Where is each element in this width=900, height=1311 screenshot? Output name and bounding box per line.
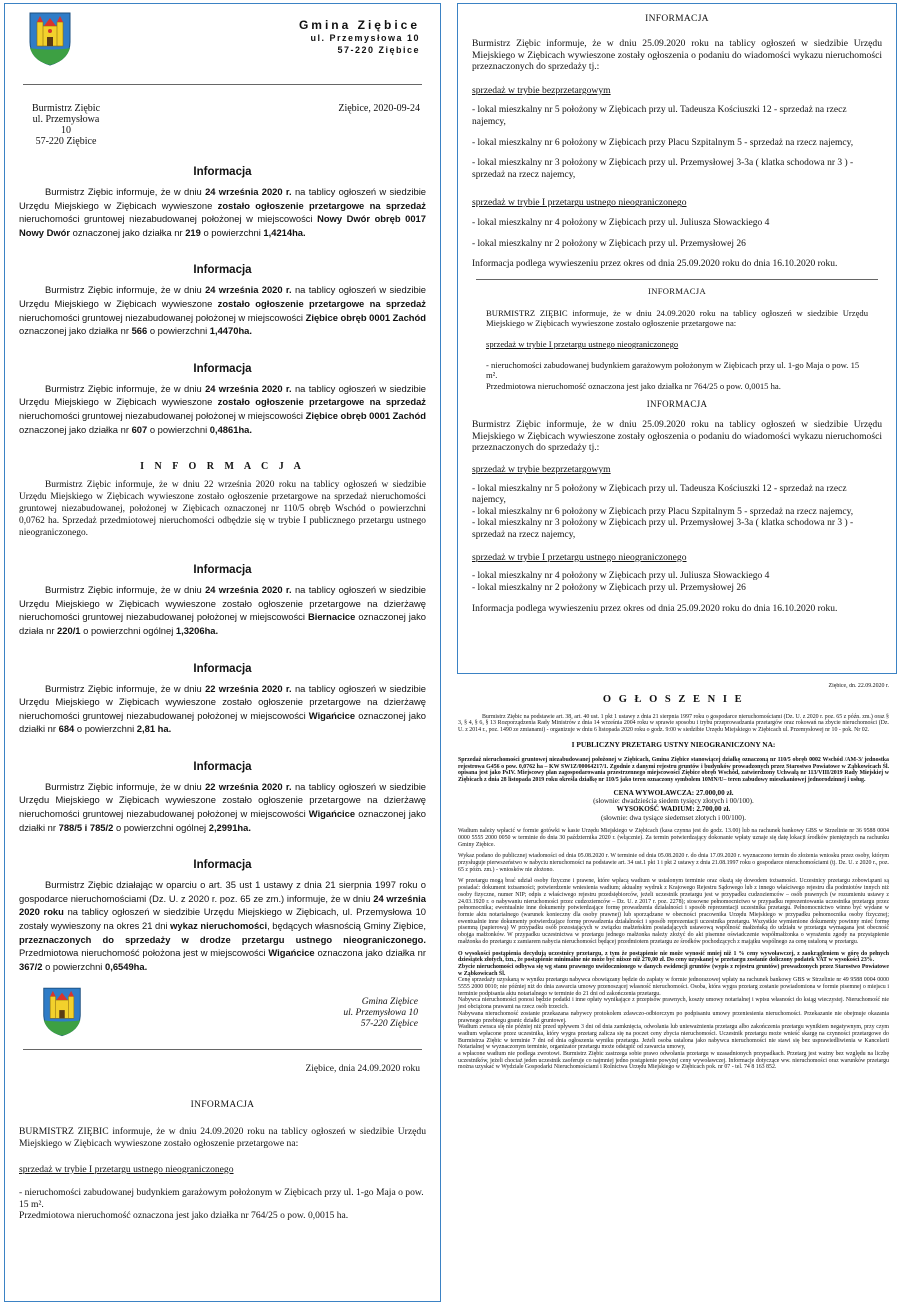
notice-bold-text: zostało ogłoszenie przetargowe na sprzedaż	[217, 199, 426, 211]
mode-heading: sprzedaż w trybie bezprzetargowym	[472, 84, 611, 96]
list-item: - lokal mieszkalny nr 5 położony w Ziębicach przy ul. Tadeusza Kościuszki 12 - sprzedaż na rzecz najemcy,	[472, 105, 847, 127]
stamp-line: ul. Przemysłowa 10	[343, 1008, 418, 1019]
notice-text: o powierzchni ogólnej	[113, 821, 209, 833]
informacja-caps-text: Burmistrz Ziębic informuje, że w dniu 22 września 2020 roku na tablicy ogłoszeń w siedzibie Urzędu Miejskiego w Ziębicach wywieszone zostało ogłoszenie przetargowe na sprzedaż nieruchomości gruntowej niezabudowanej, położonej w Ziębicach oznaczonej nr 110/5 obręb Wschód o powierzchni 0,0762 ha. Sprzedaż przedmiotowej nieruchomości odbędzie się w trybie I publicznego przetargu ustnego nieograniczonego.	[19, 480, 426, 539]
mode-heading: sprzedaż w trybie I przetargu ustnego nieograniczonego	[472, 551, 687, 563]
notice-bold-text: 1,3206ha.	[175, 624, 219, 636]
info-heading: INFORMACJA	[645, 14, 709, 24]
municipality-title: Gmina Ziębice	[298, 18, 420, 32]
info-note: Przedmiotowa nieruchomość oznaczona jest jako działka nr 764/25 o pow. 0,0015 ha.	[486, 380, 781, 391]
notice-text: o powierzchni	[42, 960, 105, 972]
notice-text: oznaczona jako działka nr	[314, 947, 426, 959]
notice-text: o powierzchni	[147, 423, 210, 435]
stamp-line: Gmina Ziębice	[361, 997, 418, 1008]
notice-bold-text: 24 września 2020 roku	[19, 892, 426, 918]
sender-address	[27, 103, 105, 147]
notice-paragraph	[19, 185, 426, 239]
notice-heading: Informacja	[193, 264, 252, 277]
period-text: Informacja podlega wywieszeniu przez okres od dnia 25.09.2020 roku do dnia 16.10.2020 roku.	[472, 604, 838, 615]
notice-bold-text: wykaz nieruchomości	[170, 920, 268, 932]
notice-text: o powierzchni	[74, 723, 137, 735]
notice-text: nieruchomości gruntowej niezabudowanej położonej w miejscowości	[19, 409, 306, 421]
sender-line: Burmistrz Ziębic	[31, 103, 101, 114]
stamp-line: 57-220 Ziębice	[360, 1019, 418, 1030]
notice-heading: Informacja	[193, 564, 252, 577]
notice-bold-text: 684	[58, 723, 75, 735]
notice-bold-text: Wigańcice	[308, 808, 356, 820]
notice-text: na tablicy ogłoszeń w siedzibie Urzędu Miejskiego w Ziębicach wywieszone	[19, 186, 427, 211]
list-item: - lokal mieszkalny nr 4 położony w Ziębicach przy ul. Juliusza Słowackiego 4	[472, 571, 770, 582]
announcement-paragraph: O wysokości postąpienia decydują uczestnicy przetargu, z tym że postąpienie nie może wynosić mniej niż 1 % ceny wywoławczej, z zaokrągleniem w górę do pełnych dziesiątek złotych, tzn., że postąpienie minimalne nie może być niższe niż 270,00 zł. Do ceny uzyskanej w przetargu zostanie doliczony podatek VAT w wysokości 23%.	[458, 950, 889, 964]
mode-heading: sprzedaż w trybie bezprzetargowym	[472, 464, 611, 476]
coat-of-arms-icon	[27, 10, 73, 66]
notice-text: o powierzchni	[200, 226, 264, 238]
notice-bold-text: 566	[131, 325, 148, 337]
coat-of-arms-icon	[41, 983, 83, 1039]
notice-paragraph	[19, 682, 426, 736]
list-item: - lokal mieszkalny nr 2 położony w Ziębicach przy ul. Przemysłowej 26	[472, 238, 746, 249]
starting-price: CENA WYWOŁAWCZA: 27.000,00 zł.	[613, 788, 734, 797]
announcement-paragraph: Nabywana nieruchomość zostanie przekazana nabywcy protokolem zdawczo-odbiorczym po podpisaniu umowy przeniesienia nieruchomości. Przekazanie nie obejmuje okazania prawnego przebiegu granic działki gruntowej.	[458, 1010, 889, 1024]
notice-paragraph	[19, 780, 426, 834]
period-text: Informacja podlega wywieszeniu przez okres od dnia 25.09.2020 roku do dnia 16.10.2020 roku.	[472, 259, 838, 270]
notice-text: Burmistrz Ziębic informuje, że w dniu	[45, 584, 206, 596]
left-column	[4, 3, 441, 1302]
announcement-paragraph: Wadium należy wpłacić w formie gotówki w kasie Urzędu Miejskiego w Ziębicach (kasa czynna jest do godz. 13.00) lub na rachunek bankowy GBS w Strzelinie nr 36 9588 0004 0000 5555 2000 0050 w terminie do dnia 30 października 2020 r. (włącznie). Za termin potwierdzający dokonanie wpłaty uznaje się datę lokacji środków pieniężnych na rachunku Gminy Ziębice.	[458, 828, 889, 848]
list-item: - lokal mieszkalny nr 2 położony w Ziębicach przy ul. Przemysłowej 26	[472, 582, 746, 593]
notice-bold-text: zostało ogłoszenie przetargowe na sprzedaż	[217, 396, 426, 408]
list-item: - lokal mieszkalny nr 4 położony w Ziębicach przy ul. Juliusza Słowackiego 4	[472, 217, 770, 228]
notice-heading: Informacja	[193, 760, 252, 773]
notice-text: na tablicy ogłoszeń w siedzibie Urzędu Miejskiego w Ziębicach wywieszone zostało ogłoszenie przetargowe na dzierżawę nieruchomości gruntowej niezabudowanej położonej w miejscowości	[19, 584, 427, 623]
info-intro: Burmistrz Ziębic informuje, że w dniu 25.09.2020 roku na tablicy ogłoszeń w siedzibie Urzędu Miejskiego w Ziębicach wywieszone zostały ogłoszenia o podaniu do wiadomości wykazu nieruchomości przeznaczonych do sprzedaży tj.:	[472, 38, 882, 73]
notice-text: oznaczonej jako działka nr	[19, 423, 132, 435]
notice-text: oznaczonej jako działka nr	[70, 226, 186, 238]
notice-bold-text: Ziębice obręb 0001 Zachód	[305, 409, 426, 421]
notice-text: Burmistrz Ziębic informuje, że w dniu	[45, 780, 206, 792]
notice-bold-text: 24 września 2020 r.	[205, 584, 292, 596]
info-note: Przedmiotowa nieruchomość oznaczona jest jako działka nr 764/25 o pow. 0,0015 ha.	[19, 1210, 349, 1222]
notice-bold-text: 219	[185, 226, 201, 238]
notice-text: Burmistrz Ziębic informuje, że w dniu	[45, 682, 206, 694]
notice-bold-text: przeznaczonych do sprzedaży w drodze przetargu ustnego nieograniczonego.	[19, 933, 426, 945]
announcement-title: O G Ł O S Z E N I E	[602, 693, 745, 705]
notice-bold-text: Wigańcice	[268, 947, 315, 959]
notice-bold-text: Wigańcice	[308, 709, 356, 721]
announcement-paragraph: Zbycie nieruchomości odbywa się wg stanu prawnego uwidocznionego w danych ewidencji gruntów (wypis z rejestru gruntów) prowadzonych przez Starostwo Powiatowe w Ząbkowicach Śl.	[458, 963, 889, 977]
notice-heading: Informacja	[193, 166, 252, 178]
mode-heading: sprzedaż w trybie I przetargu ustnego nieograniczonego	[486, 338, 679, 349]
notice-bold-text: 24 września 2020 r.	[205, 284, 292, 296]
notice-text: Burmistrz Ziębic działając w oparciu o art. 35 ust 1 ustawy z dnia 21 sierpnia 1997 roku o gospodarce nieruchomościami (Dz. U. z 2020 r. poz. 65 ze zm.) informuje, że w dniu	[19, 879, 426, 904]
notice-bold-text: 22 września 2020 r.	[205, 682, 292, 694]
sender-line: 57-220 Ziębice	[35, 136, 97, 147]
municipality-header	[299, 18, 420, 56]
list-item: - lokal mieszkalny nr 6 położony w Ziębicach przy Placu Szpitalnym 5 - sprzedaż na rzecz najemcy,	[472, 137, 854, 148]
notice-text: na tablicy ogłoszeń w siedzibie Urzędu Miejskiego w Ziębicach wywieszone zostało ogłoszenie przetargowe na dzierżawę nieruchomości gruntowej niezabudowanej położonej w miejscowości	[19, 682, 427, 721]
notice-text: oznaczonej jako działka nr	[19, 325, 132, 337]
notice-bold-text: 24 września 2020 r.	[205, 382, 292, 394]
notice-bold-text: 367/2	[19, 960, 43, 972]
notice-text: Burmistrz Ziębic informuje, że w dniu	[45, 382, 206, 394]
list-item: - lokal mieszkalny nr 6 położony w Ziębicach przy Placu Szpitalnym 5 - sprzedaż na rzecz najemcy,	[472, 506, 854, 517]
sender-row	[19, 103, 426, 147]
announcement-paragraph: W przetargu mogą brać udział osoby fizyczne i prawne, które wpłacą wadium w ustalonym terminie oraz okażą się dowodem tożsamości. Uczestnicy przetargu zobowiązani są posiadać: dokument tożsamości; potwierdzenie wniesienia wadium; aktualny wydruk z Krajowego Rejestru Sądowego lub z innego właściwego rejestru dla podmiotów innych niż osoby fizyczne, numer NIP; odpis z właściwego rejestru przedsiębiorców, jeżeli uczestnik przetargu jest w przypadku cudzoziemców – osób prawnych (w rozumieniu ustawy z 24.03.1920 r. o nabywaniu nieruchomości przez cudzoziemców – Dz. U. z 2017 r. poz. 2278); stosowne pełnomocnictwo w przypadku reprezentowania uczestnika przetargu przez pełnomocnika; ewentualnie inne dokumenty potwierdzające formę prowadzenia działalności i sposób reprezentacji uczestnika przetargu. Pełnomocnictwo winno być wydane w formie aktu notarialnego (warunek konieczny dla osoby prawnej) lub sporządzane w obecności pracownika Urzędu Miejskiego w przypadku pełnomocnika osoby fizycznej; ewentualnie inne dokumenty potwierdzające formę prowadzenia działalności i sposób reprezentacji uczestnika przetargu. Wszystkie wymienione dokumenty powinny mieć formę pisemną (papierową) W przypadku osób pozostających w związku małżeńskim posiadających ustawową wspólność małżeńską do udziału w przetargu wymagana jest obecność obojga małżonków. W przypadku uczestnictwa w przetargu jednego małżonka należy złożyć do akt pisemne oświadczenie współmałżonka o wyrażeniu zgody na przystąpienie małżonka do przetargu z zamiarem nabycia nieruchomości będącej przedmiotem przetargu ze środków pochodzących z majątku wspólnego za cenę ustaloną w przetargu.	[458, 878, 889, 945]
letter-date: Ziębice, 2020-09-24	[338, 103, 420, 114]
deposit-words: (słownie: dwa tysiące siedemset złotych i 00/100).	[600, 813, 747, 822]
info-mode: sprzedaż w trybie I przetargu ustnego nieograniczonego	[19, 1163, 234, 1175]
notice-text: o powierzchni ogólnej	[80, 624, 176, 636]
info-intro: Burmistrz Ziębic informuje, że w dniu 25.09.2020 roku na tablicy ogłoszeń w siedzibie Urzędu Miejskiego w Ziębicach wywieszone zostały ogłoszenia o podaniu do wiadomości wykazu nieruchomości przeznaczonych do sprzedaży tj.:	[472, 419, 882, 454]
stamp-row	[19, 983, 426, 1049]
right-top-column	[457, 3, 897, 674]
tender-object: Sprzedaż nieruchomości gruntowej niezabudowanej położonej w Ziębicach, Gmina Ziębice stanowiącej działkę oznaczoną nr 110/5 obręb 0002 Wschód /AM-3/ jednostka rejestrowa G456 o pow. 0,0762 ha – KW SW1Z/00064217/1. Zgodnie z danymi rejestru gruntów i budynków prowadzonych przez Starostwo Powiatowe w Ząbkowicach Śl. opisana jest jako PsIV. Miejscowy plan zagospodarowania przestrzennego miejscowości Ziębice obręb Wschód, zatwierdzony Uchwałą nr 113/VIII/2019 Rady Miejskiej w Ziębicach z dnia 28 listopada 2019 roku określa działkę nr 110/5 jako teren oznaczony symbolem 10MN/U– teren zabudowy mieszkaniowej jednorodzinnej i usług.	[458, 756, 889, 783]
mode-heading: sprzedaż w trybie I przetargu ustnego nieograniczonego	[472, 197, 687, 209]
notice-heading: Informacja	[193, 859, 252, 872]
right-bottom-column	[450, 683, 897, 1308]
notice-text: oznaczonej jako działki nr	[19, 709, 426, 735]
notice-text: oznaczonej jako działki nr	[19, 808, 426, 833]
list-item: - lokal mieszkalny nr 5 położony w Ziębicach przy ul. Tadeusza Kościuszki 12 - sprzedaż na rzecz najemcy,	[472, 483, 847, 506]
notice-text: na tablicy ogłoszeń w siedzibie Urzędu Miejskiego w Ziębicach, ul. Przemysłowa 10 zostały wywieszony na okres 21 dni	[19, 906, 426, 932]
list-item: - lokal mieszkalny nr 3 położony w Ziębicach przy ul. Przemysłowej 3-3a ( klatka schodowa nr 3 ) - sprzedaż na rzecz najemcy,	[472, 518, 854, 541]
notice-text: nieruchomości gruntowej niezabudowanej położonej w miejscowości	[19, 213, 318, 225]
stamp-divider	[23, 1049, 422, 1050]
info-item: - nieruchomości zabudowanej budynkiem garażowym położonym w Ziębicach przy ul. 1-go Maja o pow. 15 m².	[486, 359, 860, 381]
notice-bold-text: Biernacice	[307, 611, 356, 623]
announcement-intro: Burmistrz Ziębic na podstawie art. 38, art. 40 ust. 1 pkt 1 ustawy z dnia 21 sierpnia 1997 roku o gospodarce nieruchomościami (Dz. U. z 2020 r. poz. 65 z późn. zm.) oraz § 3, § 4, § 6, § 13 Rozporządzenia Rady Ministrów z dnia 14 września 2004 roku w sprawie sposobu i trybu przeprowadzania przetargów oraz rokowań na zbycie nieruchomości (Dz. U. z 2014 r., poz. 1490 ze zmianami) - organizuje w dniu 6 listopada 2020 roku o godz. 9:00 w siedzibie Urzędu Miejskiego w Ziębicach ul. Przemysłowej nr 10 - pok. Nr 02.	[458, 713, 889, 734]
notice-text: Przedmiotowa nieruchomość położona jest w miejscowości	[19, 947, 269, 959]
notice-bold-text: 2,81 ha.	[136, 723, 172, 735]
notice-bold-text: 607	[131, 423, 148, 435]
notice-bold-text: Nowy Dwór obręb 0017 Nowy Dwór	[19, 213, 426, 238]
announcement-paragraph: Wadium zwraca się nie później niż przed upływem 3 dni od dnia zamknięcia, odwołania lub unieważnienia przetargu albo zakończenia przetargu wynikiem negatywnym, przy czym wadium wpłacone przez uczestnika, który wygra przetarg zalicza się na poczet ceny zbycia nieruchomości. Uczestnik przetargu może wnieść skargę na czynności przetargowe do Burmistrza Ziębic w terminie 7 dni od dnia ogłoszenia wyniku przetargu. Jeżeli osoba ustalona jako nabywca nieruchomości nie stawi się bez usprawiedliwienia w Kancelarii Notarialnej w wyznaczonym terminie, organizator przetargu może odstąpić od zawarcia umowy,	[458, 1024, 889, 1051]
notice-paragraph	[19, 283, 426, 337]
municipality-street: ul. Przemysłowa 10	[310, 33, 420, 43]
announcement-paragraph: Nabywca nieruchomości ponosi będzie podatki i inne opłaty wynikające z przepisów prawnych, koszty umowy notarialnej i wpisu własności do ksiąg wieczystej. Nieruchomość nie jest obciążona prawami na rzecz osób trzecich.	[458, 997, 889, 1011]
municipality-city: 57-220 Ziębice	[337, 45, 420, 55]
tender-heading: I PUBLICZNY PRZETARG USTNY NIEOGRANICZONY NA:	[571, 739, 776, 749]
notice-group	[19, 141, 426, 436]
notice-paragraph	[19, 382, 426, 436]
informacja-caps-heading: I N F O R M A C J A	[140, 461, 305, 473]
left-header	[19, 4, 426, 84]
info-item: - nieruchomości zabudowanej budynkiem garażowym położonym w Ziębicach przy ul. 1-go Maja o pow. 15 m².	[19, 1187, 424, 1210]
header-divider	[23, 84, 422, 85]
notice-text: na tablicy ogłoszeń w siedzibie Urzędu Miejskiego w Ziębicach wywieszone zostało ogłoszenie przetargowe na dzierżawę nieruchomości gruntowej niezabudowanej położonej w miejscowości	[19, 780, 427, 820]
notice-text: Burmistrz Ziębic informuje, że w dniu	[45, 284, 206, 296]
notice-heading: Informacja	[193, 662, 252, 675]
notice-bold-text: 1,4214ha.	[263, 226, 306, 238]
notice-date: Ziębice, dnia 24.09.2020 roku	[305, 1064, 420, 1075]
notice-text: na tablicy ogłoszeń w siedzibie Urzędu Miejskiego w Ziębicach wywieszone	[19, 284, 427, 309]
notice-text: , będących własnością Gminy Ziębice,	[267, 920, 426, 932]
notice-bold-text: 22 września 2020 r.	[205, 780, 292, 792]
announcement-paragraph: Wykaz podano do publicznej wiadomości od dnia 05.08.2020 r. W terminie od dnia 05.08.2020 r. do dnia 17.09.2020 r. wyznaczono termin do złożenia wniosku przez osoby, którym przysługuje pierwszeństwo w nabyciu nieruchomości na podstawie art. 34 ust.1 pkt 1 i pkt 2 ustawy z dnia 21.08.1997 roku o gospodarce nieruchomościami (tj. Dz. U. z 2020 r., poz. 65 z późn. zm.) - wniosków nie złożono.	[458, 853, 889, 873]
list-item: - lokal mieszkalny nr 3 położony w Ziębicach przy ul. Przemysłowej 3-3a ( klatka schodowa nr 3 ) - sprzedaż na rzecz najemcy,	[472, 158, 854, 180]
notice-bold-text: Ziębice obręb 0001 Zachód	[305, 311, 426, 323]
info-heading: INFORMACJA	[646, 399, 708, 410]
deposit-amount: WYSOKOŚĆ WADIUM: 2.700,00 zł.	[616, 805, 731, 814]
info-intro: BURMISTRZ ZIĘBIC informuje, że w dniu 24.09.2020 roku na tablicy ogłoszeń w siedzibie Urzędu Miejskiego w Ziębicach wywieszone zostało ogłoszenie przetargowe na:	[19, 1126, 426, 1149]
announcement-paragraph: a wpłacone wadium nie podlega zwrotowi. Burmistrz Ziębic zastrzega sobie prawo odwołania przetargu w uzasadnionych przypadkach. Przetarg jest ważny bez względu na liczbę uczestników, jeżeli chociaż jeden uczestnik zaoferuje co najmniej jedno postąpienie powyżej ceny wywoławczej. Informacje dotyczące ww. nieruchomości oraz warunków przetargu można uzyskać w Wydziale Gospodarki Nieruchomościami i Rolnictwa Urzędu Miejskiego w Ziębicach pok. nr 07 - tel. 74 8 163 852.	[458, 1051, 889, 1071]
notice-bold-text: 0,6549ha.	[105, 960, 148, 972]
notice-bold-text: 0,4861ha.	[209, 423, 252, 435]
notice-text: nieruchomości gruntowej niezabudowanej położonej w miejscowości	[19, 311, 306, 323]
notice-text: na tablicy ogłoszeń w siedzibie Urzędu Miejskiego w Ziębicach wywieszone	[19, 382, 427, 408]
announcement-paragraph: Cenę sprzedaży uzyskaną w wyniku przetargu nabywca obowiązany będzie do zapłaty w formie jednorazowej wpłaty na rachunek bankowy GBS w Strzelinie nr 49 9588 0004 0000 5555 2000 0010; nie później niż do dnia zawarcia umowy przenoszącej własność nieruchomości. Osoba, która wygra przetarg zostanie powiadomiona w formie pisemnej o miejscu i terminie podpisania aktu notarialnego w terminie do 21 dni od zakończenia przetargu.	[458, 977, 889, 997]
info-heading: INFORMACJA	[190, 1100, 255, 1111]
stamp-text	[343, 997, 418, 1030]
notice-bold-text: zostało ogłoszenie przetargowe na sprzedaż	[217, 297, 426, 309]
info-intro: BURMISTRZ ZIĘBIC informuje, że w dniu 24.09.2020 roku na tablicy ogłoszeń w siedzibie Urzędu Miejskiego w Ziębicach wywieszone zostało ogłoszenie przetargowe na:	[486, 307, 868, 329]
notice-text: o powierzchni	[147, 325, 210, 337]
sender-line: ul. Przemysłowa 10	[32, 114, 100, 136]
notice-group	[19, 539, 426, 973]
announcement-date: Ziębice, dn. 22.09.2020 r.	[828, 683, 889, 689]
notice-bold-text: 2,2991ha.	[208, 821, 251, 833]
notice-paragraph	[19, 583, 426, 637]
notice-text: oznaczonej jako działa nr	[19, 611, 426, 636]
notice-bold-text: 220/1	[57, 624, 81, 636]
notice-heading: Informacja	[193, 362, 252, 375]
notice-text: Burmistrz Ziębic informuje, że w dniu	[45, 186, 206, 197]
notice-paragraph	[19, 878, 426, 973]
notice-bold-text: 24 września 2020 r.	[205, 186, 292, 197]
info-heading: INFORMACJA	[648, 285, 706, 296]
notice-bold-text: 788/5 i 785/2	[58, 821, 114, 833]
starting-price-words: (słownie: dwadzieścia siedem tysięcy złotych i 00/100).	[593, 797, 754, 806]
notice-bold-text: 1,4470ha.	[209, 325, 252, 337]
